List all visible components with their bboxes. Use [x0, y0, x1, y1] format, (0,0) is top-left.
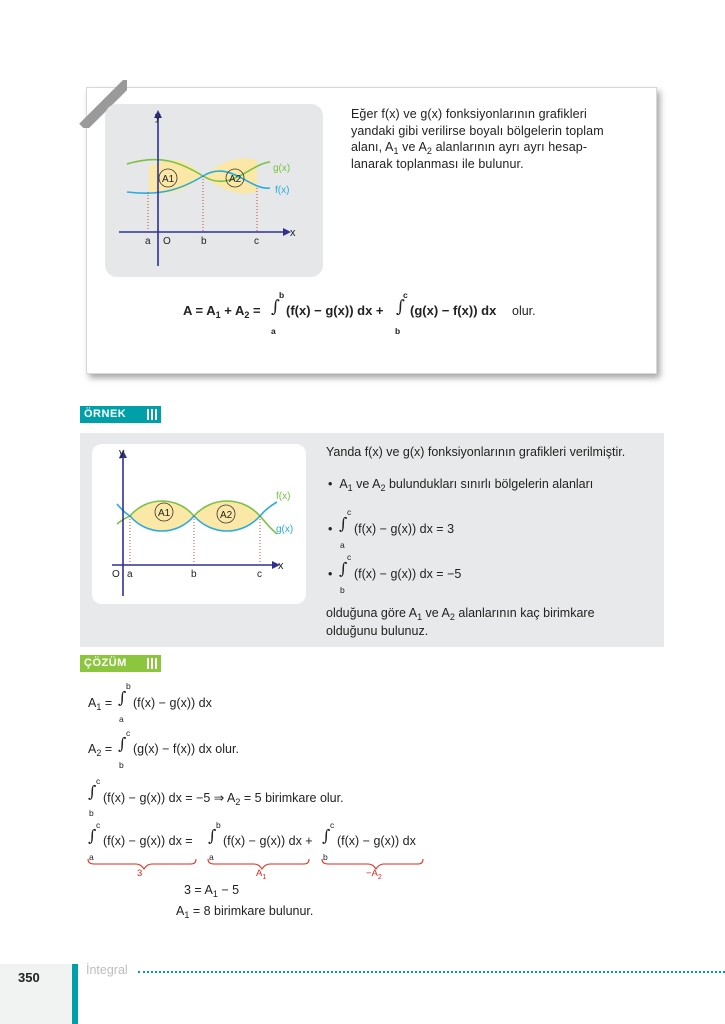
- upper-limit: c: [347, 552, 352, 562]
- lower-limit: b: [323, 852, 328, 862]
- bullet-3-expr: (f(x) − g(x)) dx = −5: [354, 567, 462, 581]
- brace-label-neg-a2: $-A_2$: [366, 868, 382, 881]
- brace-label-3: 3: [137, 868, 143, 879]
- bullet-2-expr: (f(x) − g(x)) dx = 3: [354, 522, 455, 536]
- upper-limit: b: [216, 820, 221, 830]
- upper-limit: c: [96, 776, 101, 786]
- solution-line-1-lhs: $A_1$ =: [88, 696, 113, 712]
- info-formula-int1: (f(x) − g(x)) dx +: [286, 303, 384, 318]
- origin-label: O: [163, 236, 171, 247]
- question-line-1: olduğuna göre $A_1$ ve $A_2$ alanlarının kaç birimkare: [326, 606, 595, 622]
- upper-limit: c: [403, 290, 408, 300]
- lower-limit: b: [340, 585, 345, 595]
- solution-line-2-expr: (g(x) − f(x)) dx olur.: [133, 742, 239, 756]
- lower-limit: a: [209, 852, 214, 862]
- info-formula-lhs: $A = A_1 + A_2$ =: [183, 303, 261, 320]
- integral-sign: ∫: [118, 688, 127, 707]
- tick-c: c: [257, 569, 262, 580]
- tick-a: a: [145, 236, 151, 247]
- bullet-2-dot: •: [328, 522, 333, 536]
- cozum-tag: ÇÖZÜM: [80, 655, 161, 672]
- lower-limit: b: [119, 760, 124, 770]
- upper-limit: c: [96, 820, 101, 830]
- integral-sign: ∫: [396, 297, 405, 317]
- integral-sign: ∫: [322, 826, 331, 845]
- integral-sign: ∫: [271, 297, 280, 317]
- label-a2: A2: [229, 174, 242, 185]
- axis-y-label: y: [119, 447, 125, 459]
- f-label: f(x): [276, 491, 291, 502]
- tick-b: b: [201, 236, 207, 247]
- section-title: İntegral: [86, 963, 128, 977]
- lower-limit: b: [89, 808, 94, 818]
- solution-line-4-part3: (f(x) − g(x)) dx: [337, 834, 416, 848]
- upper-limit: b: [126, 681, 131, 691]
- upper-limit: c: [126, 728, 131, 738]
- origin-label: O: [112, 569, 120, 580]
- axis-y-label: y: [155, 111, 161, 123]
- label-a1: A1: [162, 174, 175, 185]
- solution-line-5: $3 = A_1 - 5$: [184, 883, 240, 899]
- upper-limit: c: [330, 820, 335, 830]
- tick-b: b: [191, 569, 197, 580]
- info-graph: [105, 104, 323, 277]
- integral-sign: ∫: [88, 782, 97, 801]
- example-intro: Yanda f(x) ve g(x) fonksiyonlarının grafikleri verilmiştir.: [326, 445, 626, 459]
- integral-sign: ∫: [88, 826, 97, 845]
- lower-limit: a: [119, 714, 124, 724]
- f-label: f(x): [275, 185, 290, 196]
- solution-line-1-expr: (f(x) − g(x)) dx: [133, 696, 212, 710]
- bullet-3-dot: •: [328, 567, 333, 581]
- label-a2: A2: [220, 510, 233, 521]
- ornek-tag: ÖRNEK: [80, 406, 161, 423]
- upper-limit: c: [347, 507, 352, 517]
- info-description: Eğer f(x) ve g(x) fonksiyonlarının grafikleri yandaki gibi verilirse boyalı bölgelerin toplam alanı, $A_1$ ve $A_2$ alanlarının ayrı ayrı hesap- lanarak toplanması ile bulunur.: [351, 107, 604, 171]
- integral-sign: ∫: [118, 734, 127, 753]
- footer-dotted-line: [138, 971, 725, 973]
- upper-limit: b: [279, 290, 285, 300]
- brace-label-a1: $A_1$: [256, 868, 267, 881]
- example-graph: [92, 444, 306, 604]
- info-formula-int2: (g(x) − f(x)) dx: [410, 303, 497, 318]
- info-formula-tail: olur.: [512, 304, 536, 318]
- bullet-1: • $A_1$ ve $A_2$ bulundukları sınırlı bölgelerin alanları: [328, 477, 594, 493]
- solution-line-4-part1: (f(x) − g(x)) dx =: [103, 834, 193, 848]
- lower-limit: b: [395, 326, 401, 336]
- integral-sign: ∫: [208, 826, 217, 845]
- footer-accent-bar: [72, 964, 78, 1024]
- g-label: g(x): [273, 163, 291, 174]
- tick-a: a: [127, 569, 133, 580]
- label-a1: A1: [158, 508, 171, 519]
- axis-x-label: x: [290, 227, 296, 239]
- integral-sign: ∫: [339, 514, 348, 533]
- tick-c: c: [254, 236, 259, 247]
- solution-line-3: (f(x) − g(x)) dx = −5 ⇒ $A_2 = 5$ birimkare olur.: [103, 791, 344, 807]
- solution-line-2-lhs: $A_2$ =: [88, 742, 113, 758]
- solution-line-6: $A_1 = 8$ birimkare bulunur.: [176, 904, 314, 920]
- g-label: g(x): [276, 524, 294, 535]
- lower-limit: a: [89, 852, 94, 862]
- solution-line-4-part2: (f(x) − g(x)) dx +: [223, 834, 313, 848]
- axis-x-label: x: [278, 560, 284, 572]
- page-number: 350: [18, 970, 40, 985]
- question-line-2: olduğunu bulunuz.: [326, 624, 429, 638]
- lower-limit: a: [271, 326, 276, 336]
- integral-sign: ∫: [339, 559, 348, 578]
- lower-limit: a: [340, 540, 345, 550]
